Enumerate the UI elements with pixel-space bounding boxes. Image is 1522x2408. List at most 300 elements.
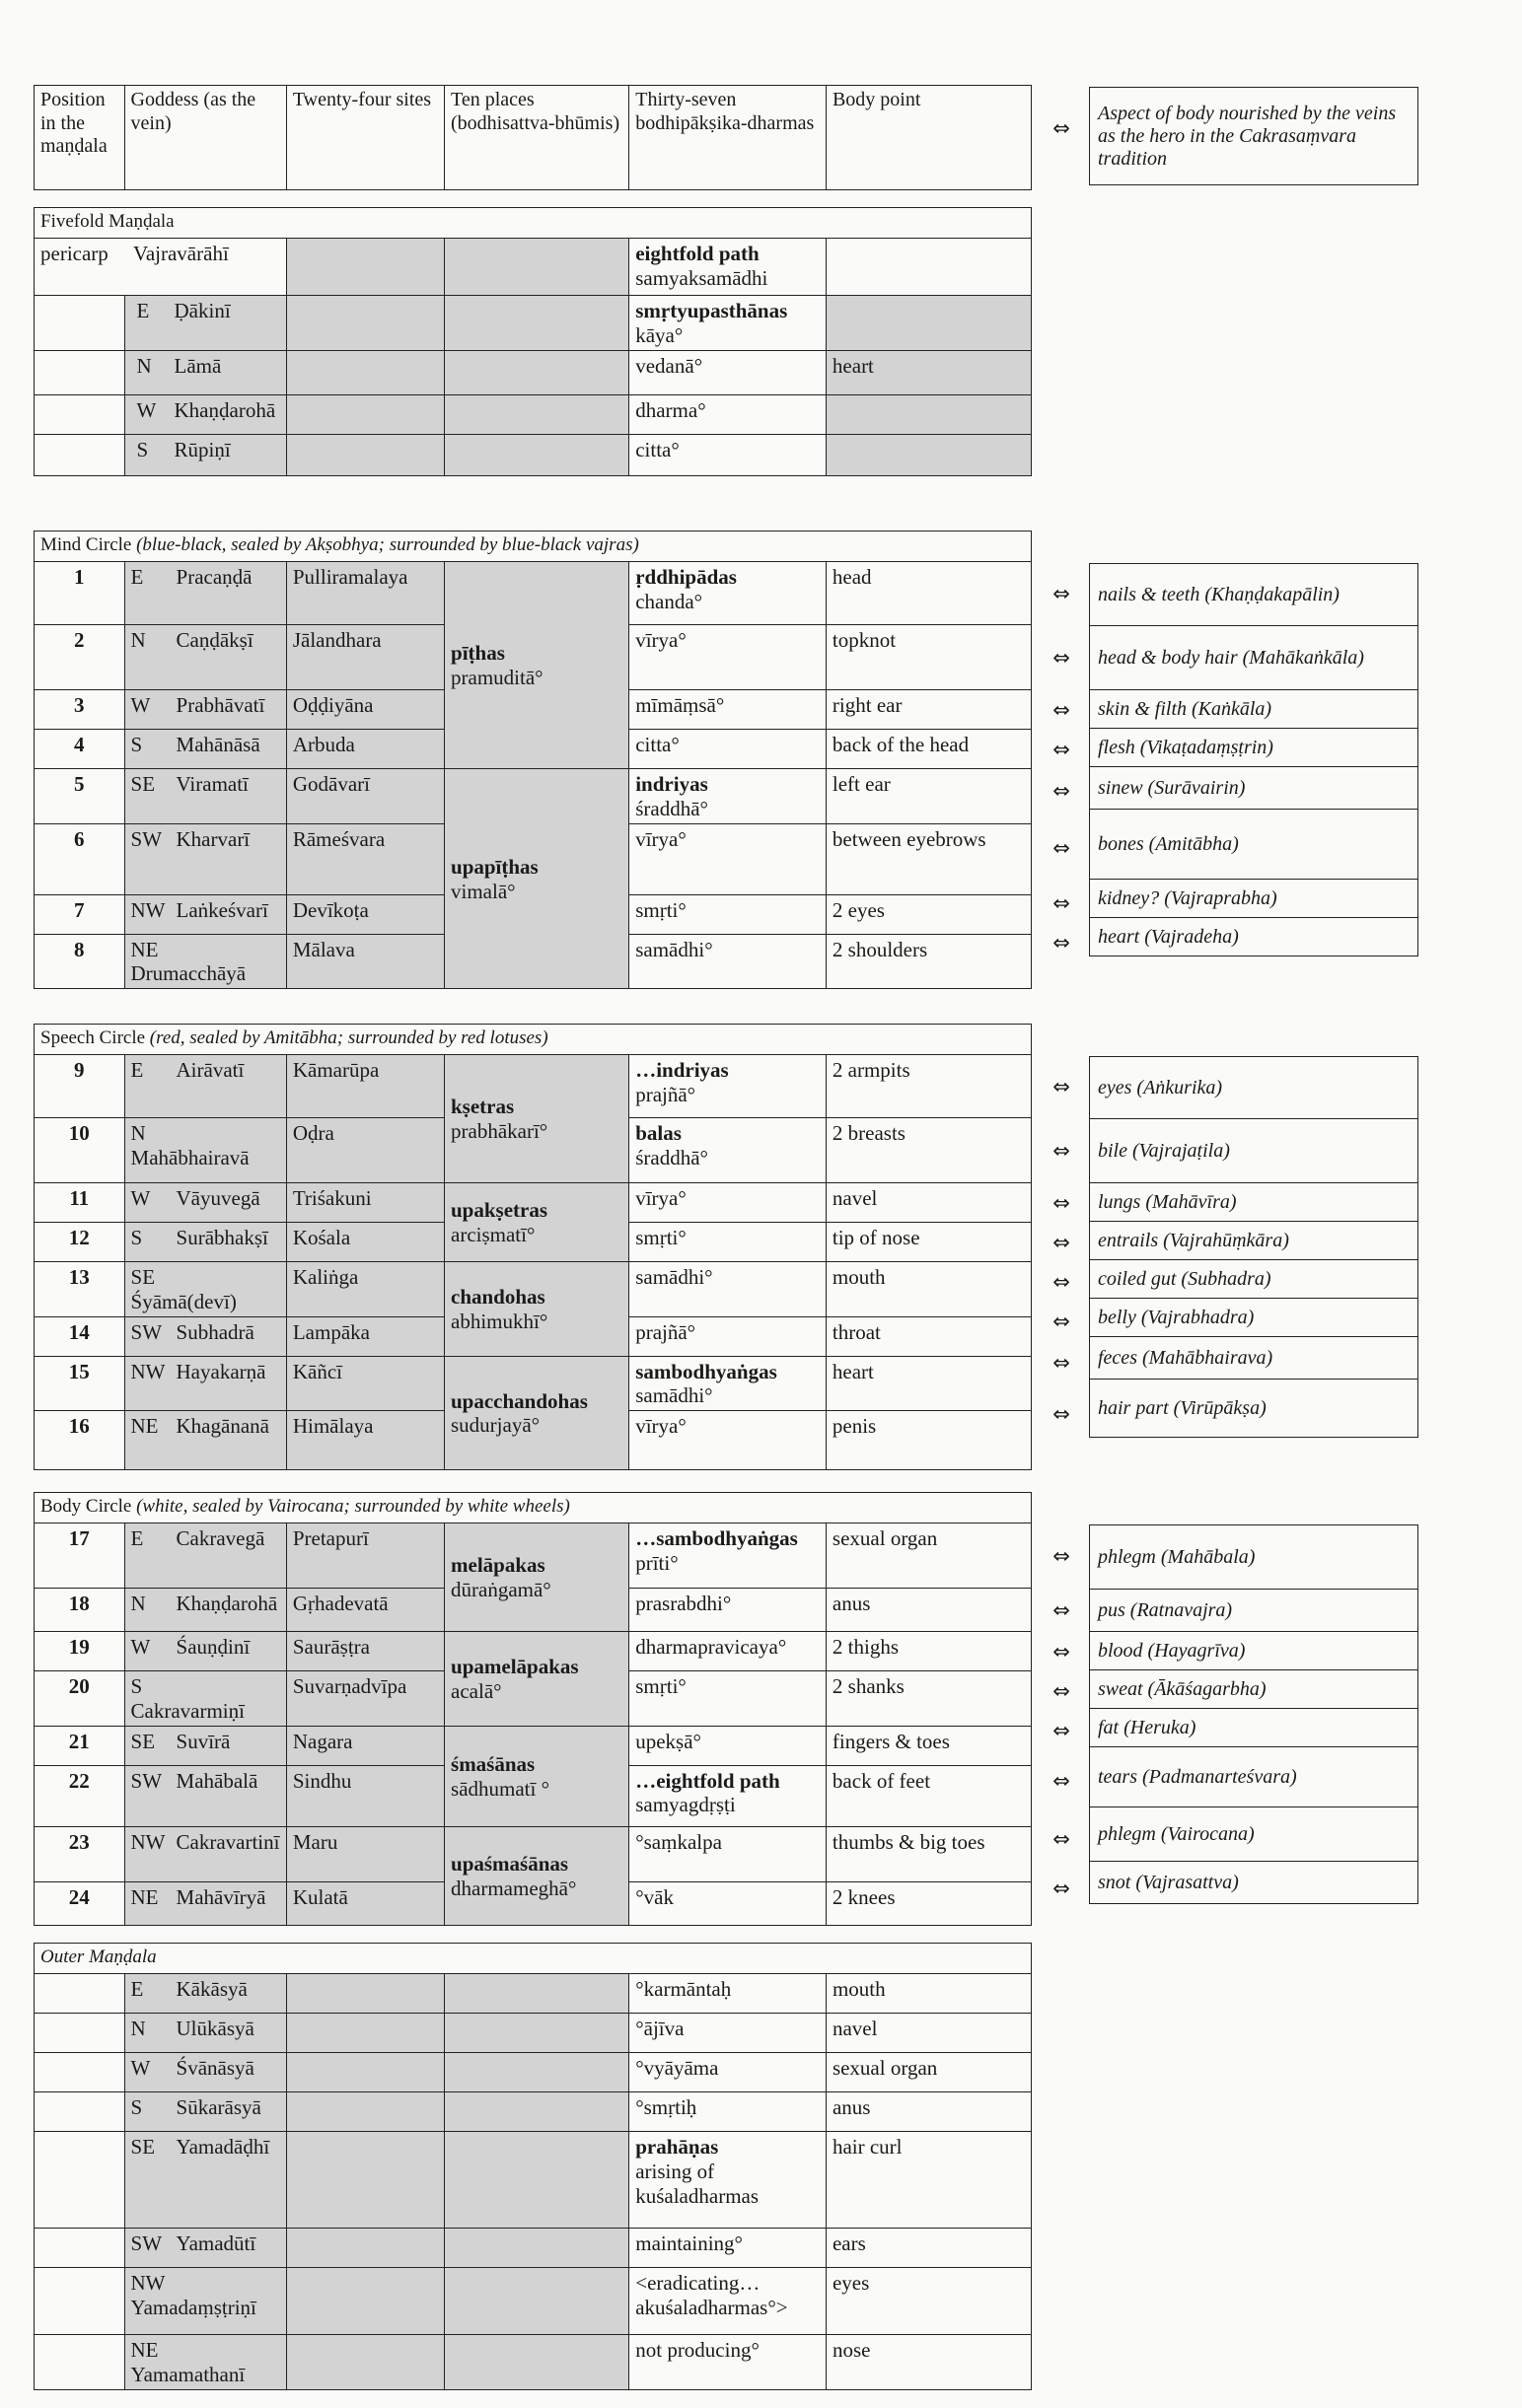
table-row [35, 769, 1032, 824]
table-row [35, 239, 1032, 296]
section-subtitle: (red, sealed by Amitābha; surrounded by red lotuses) [149, 1027, 548, 1048]
equivalence-arrow-icon: ⇔ [1052, 931, 1070, 955]
goddess-name: Suvīrā [176, 1729, 231, 1753]
aspect-cell: coiled gut (Subhadra) [1090, 1260, 1418, 1299]
table-row [35, 2053, 1032, 2092]
equivalence-arrow-icon: ⇔ [1052, 1402, 1070, 1426]
bhumi-name: dharmameghā° [451, 1876, 577, 1900]
position-number: 6 [35, 823, 125, 894]
table-row [35, 2014, 1032, 2053]
aspect-row [1090, 1709, 1418, 1747]
goddess-name: Rūpiṇī [174, 437, 231, 461]
section-title: Fivefold Maṇḍala [35, 208, 1032, 239]
aspect-cell: fat (Heruka) [1090, 1709, 1418, 1747]
aspect-row [1090, 564, 1418, 626]
dharma-name: samādhi° [635, 1265, 713, 1289]
equivalence-arrow-icon: ⇔ [1052, 891, 1070, 915]
place-cell [445, 1055, 629, 1183]
goddess-name: Śvānāsyā [176, 2056, 254, 2080]
section-subtitle: (white, sealed by Vairocana; surrounded by white wheels) [136, 1496, 570, 1517]
site-cell [286, 2229, 444, 2268]
body-point-cell: 2 armpits [826, 1055, 1031, 1118]
goddess-cell [124, 934, 286, 989]
aspect-row [1090, 690, 1418, 729]
site-cell [286, 2014, 444, 2053]
body-point-cell: thumbs & big toes [826, 1826, 1031, 1881]
site-cell: Suvarṇadvīpa [286, 1671, 444, 1727]
bhumi-name: abhimukhī° [451, 1309, 548, 1333]
dharma-name: samādhi° [635, 937, 713, 961]
equivalence-arrow-icon: ⇔ [1052, 1231, 1070, 1254]
direction-label: NW [130, 897, 166, 922]
goddess-name: Yamadaṃṣṭriṇī [130, 2295, 256, 2319]
position-number: 9 [35, 1055, 125, 1118]
dharma-name: samyaksamādhi [635, 265, 768, 290]
dharma-cell [629, 296, 827, 351]
direction-label: W [130, 693, 151, 717]
aspect-row [1090, 1260, 1418, 1299]
goddess-cell [124, 894, 286, 934]
goddess-name: Surābhakṣī [176, 1226, 268, 1249]
mind-table [34, 531, 1032, 989]
body-point-cell: eyes [826, 2268, 1031, 2335]
goddess-cell [124, 2229, 286, 2268]
bhumi-name: acalā° [451, 1678, 502, 1703]
bhumi-name: vimalā° [451, 879, 516, 903]
place-group: śmaśānas [451, 1751, 536, 1776]
dharma-cell [629, 1523, 827, 1589]
aspect-row [1090, 918, 1418, 956]
position-number: 13 [35, 1262, 125, 1317]
direction-label: SE [130, 2135, 156, 2159]
goddess-cell [124, 1974, 286, 2014]
dharma-cell [629, 894, 827, 934]
place-cell [445, 562, 629, 769]
aspect-row [1090, 767, 1418, 810]
body-point-cell: 2 shanks [826, 1671, 1031, 1727]
bhumi-name: sudurjayā° [451, 1413, 541, 1438]
position-number: 21 [35, 1726, 125, 1765]
aspect-cell: heart (Vajradeha) [1090, 918, 1418, 956]
aspect-row [1090, 1525, 1418, 1590]
goddess-cell [124, 1055, 286, 1118]
position-number: 19 [35, 1632, 125, 1671]
dharma-cell [629, 2335, 827, 2390]
place-cell [445, 1826, 629, 1925]
position-number: 18 [35, 1589, 125, 1632]
position-number: 11 [35, 1183, 125, 1223]
direction-label: NE [130, 2338, 159, 2362]
dharma-cell [629, 1183, 827, 1223]
position-number: 12 [35, 1223, 125, 1262]
dharma-name: mīmāṃsā° [635, 693, 725, 717]
aspect-cell: kidney? (Vajraprabha) [1090, 880, 1418, 918]
position-number: 8 [35, 934, 125, 989]
equivalence-arrow-icon: ⇔ [1052, 1351, 1070, 1375]
dharma-name: <eradicating… akuśaladharmas°> [635, 2271, 788, 2319]
site-cell: Kāmarūpa [286, 1055, 444, 1118]
dharma-cell [629, 1262, 827, 1317]
goddess-cell [124, 350, 286, 394]
site-cell: Kaliṅga [286, 1262, 444, 1317]
aspect-row [1090, 1862, 1418, 1904]
direction-label: E [130, 1977, 144, 2001]
aspect-cell: skin & filth (Kaṅkāla) [1090, 690, 1418, 729]
site-cell [286, 296, 444, 351]
dharma-cell [629, 2092, 827, 2132]
direction-label: S [130, 1226, 143, 1249]
body-point-cell: 2 eyes [826, 894, 1031, 934]
goddess-name: Yamamathanī [130, 2362, 246, 2386]
table-row [35, 2229, 1032, 2268]
dharma-name: °ājīva [635, 2017, 685, 2040]
direction-label: SW [130, 2231, 163, 2255]
place-group: upapīṭhas [451, 854, 539, 879]
body-point-cell: ears [826, 2229, 1031, 2268]
site-cell: Kulatā [286, 1881, 444, 1925]
goddess-cell [124, 2335, 286, 2390]
direction-label: SE [130, 1265, 156, 1289]
site-cell: Maru [286, 1826, 444, 1881]
direction-label: NE [130, 1884, 159, 1909]
dharma-group: …eightfold path [635, 1768, 780, 1793]
aspect-cell: lungs (Mahāvīra) [1090, 1183, 1418, 1222]
position-number: 17 [35, 1523, 125, 1589]
site-cell: Saurāṣṭra [286, 1632, 444, 1671]
bhumi-name: pramuditā° [451, 666, 544, 689]
place-cell [445, 2132, 629, 2229]
dharma-name: smṛti° [635, 1674, 687, 1698]
goddess-cell [124, 1881, 286, 1925]
goddess-cell [124, 625, 286, 690]
aspect-row [1090, 1299, 1418, 1337]
pericarp-label: pericarp [40, 242, 109, 265]
equivalence-arrow-icon: ⇔ [1052, 1640, 1070, 1664]
goddess-cell [124, 1183, 286, 1223]
dharma-cell [629, 1118, 827, 1183]
position-number: 4 [35, 730, 125, 769]
body-point-cell [826, 394, 1031, 434]
header-row [35, 86, 1032, 190]
place-cell [445, 394, 629, 434]
goddess-cell [124, 2092, 286, 2132]
equivalence-arrow-icon: ⇔ [1052, 698, 1070, 722]
site-cell: Rāmeśvara [286, 823, 444, 894]
position-number: 22 [35, 1765, 125, 1826]
direction-label: NW [130, 1359, 166, 1383]
goddess-name: Caṇḍākṣī [176, 628, 254, 652]
equivalence-arrow-icon: ⇔ [1052, 1191, 1070, 1215]
dharma-name: citta° [635, 437, 680, 461]
goddess-name: Airāvatī [176, 1058, 245, 1082]
equivalence-arrow-icon: ⇔ [1052, 836, 1070, 860]
position-cell [35, 2132, 125, 2229]
dharma-name: dharma° [635, 397, 706, 422]
position-cell [35, 296, 125, 351]
place-cell [445, 2092, 629, 2132]
direction-label: SW [130, 1319, 163, 1344]
place-cell [445, 769, 629, 989]
dharma-name: samādhi° [635, 1383, 713, 1408]
header-goddess: Goddess (as the vein) [124, 86, 286, 190]
outer-mandala-table [34, 1943, 1032, 2390]
place-group: pīṭhas [451, 641, 505, 666]
direction-label: SE [130, 1729, 156, 1753]
aspect-cell: phlegm (Vairocana) [1090, 1807, 1418, 1862]
mind-aspect-table [1089, 563, 1418, 956]
aspect-cell: bones (Amitābha) [1090, 810, 1418, 880]
aspect-cell: feces (Mahābhairava) [1090, 1337, 1418, 1380]
position-cell [35, 2053, 125, 2092]
direction-label: E [130, 565, 144, 589]
aspect-row [1090, 1590, 1418, 1632]
table-row [35, 1183, 1032, 1223]
dharma-group: smṛtyupasthānas [635, 299, 788, 322]
bhumi-name: dūraṅgamā° [451, 1578, 551, 1601]
dharma-group: sambodhyaṅgas [635, 1359, 777, 1383]
aspect-cell: entrails (Vajrahūṃkāra) [1090, 1222, 1418, 1260]
site-cell [286, 350, 444, 394]
goddess-name: Mahānāsā [176, 733, 260, 756]
site-cell: Kośala [286, 1223, 444, 1262]
goddess-cell [124, 1589, 286, 1632]
place-cell [445, 2229, 629, 2268]
dharma-cell [629, 1826, 827, 1881]
site-cell [286, 394, 444, 434]
dharma-cell [629, 769, 827, 824]
goddess-cell [124, 769, 286, 824]
goddess-name: Mahābhairavā [130, 1145, 250, 1169]
speech-aspect-table [1089, 1056, 1418, 1438]
goddess-cell [124, 2014, 286, 2053]
position-number: 2 [35, 625, 125, 690]
direction-label: N [130, 2017, 146, 2040]
place-cell [445, 1183, 629, 1262]
goddess-name: Laṅkeśvarī [176, 897, 268, 922]
table-row [35, 394, 1032, 434]
dharma-cell [629, 823, 827, 894]
position-number: 3 [35, 690, 125, 730]
dharma-cell [629, 1223, 827, 1262]
body-point-cell: anus [826, 2092, 1031, 2132]
position-cell [35, 2268, 125, 2335]
dharma-group: …indriyas [635, 1058, 729, 1082]
dharma-cell [629, 1765, 827, 1826]
speech-table [34, 1024, 1032, 1470]
goddess-cell [124, 562, 286, 625]
body-point-cell: nose [826, 2335, 1031, 2390]
direction-label: SW [130, 826, 163, 851]
dharma-cell [629, 1726, 827, 1765]
goddess-cell [124, 1356, 286, 1411]
goddess-name: Śyāmā(devī) [130, 1289, 237, 1313]
direction-label: N [130, 628, 146, 652]
section-title-row [35, 1944, 1032, 1974]
goddess-name: Cakravartinī [176, 1829, 280, 1854]
site-cell: Jālandhara [286, 625, 444, 690]
body-point-cell: fingers & toes [826, 1726, 1031, 1765]
position-number: 16 [35, 1411, 125, 1470]
position-cell [35, 2014, 125, 2053]
body-point-cell: throat [826, 1316, 1031, 1356]
table-row [35, 1974, 1032, 2014]
aspect-cell: phlegm (Mahābala) [1090, 1525, 1418, 1590]
dharma-cell [629, 562, 827, 625]
dharma-cell [629, 2132, 827, 2229]
dharma-name: prasrabdhi° [635, 1592, 732, 1615]
site-cell [286, 2335, 444, 2390]
table-row [35, 1523, 1032, 1589]
dharma-name: samyagdṛṣṭi [635, 1793, 736, 1817]
dharma-name: dharmapravicaya° [635, 1635, 787, 1659]
dharma-name: prīti° [635, 1550, 679, 1575]
equivalence-arrow-icon: ⇔ [1052, 1075, 1070, 1098]
goddess-cell [124, 730, 286, 769]
place-cell [445, 239, 629, 296]
body-point-cell: topknot [826, 625, 1031, 690]
aspect-row [1090, 1222, 1418, 1260]
dharma-name: vīrya° [635, 826, 687, 851]
table-row [35, 2132, 1032, 2229]
goddess-cell [124, 1262, 286, 1317]
goddess-name: Viramatī [176, 772, 249, 796]
aspect-cell: belly (Vajrabhadra) [1090, 1299, 1418, 1337]
site-cell: Gṛhadevatā [286, 1589, 444, 1632]
goddess-name: Khagānanā [176, 1414, 269, 1439]
direction-label: W [130, 1635, 151, 1659]
dharma-cell [629, 625, 827, 690]
table-row [35, 2268, 1032, 2335]
equivalence-arrow-icon: ⇔ [1052, 1827, 1070, 1851]
goddess-name: Kākāsyā [176, 1977, 248, 2001]
body-point-cell: heart [826, 1356, 1031, 1411]
dharma-cell [629, 2229, 827, 2268]
position-number: 24 [35, 1881, 125, 1925]
header-position: Position in the maṇḍala [35, 86, 125, 190]
body-point-cell: navel [826, 1183, 1031, 1223]
aspect-cell: eyes (Aṅkurika) [1090, 1057, 1418, 1119]
goddess-cell [124, 1523, 286, 1589]
site-cell: Pulliramalaya [286, 562, 444, 625]
section-title [35, 1025, 1032, 1055]
site-cell: Oḍḍiyāna [286, 690, 444, 730]
bhumi-name: prabhākarī° [451, 1119, 548, 1143]
goddess-name: Mahāvīryā [176, 1884, 266, 1909]
site-cell: Godāvarī [286, 769, 444, 824]
goddess-name: Cakravarmiṇī [130, 1698, 245, 1723]
direction-label: S [130, 2095, 143, 2119]
place-group: upaśmaśānas [451, 1851, 569, 1876]
header-dharmas: Thirty-seven bodhipākṣika-dharmas [629, 86, 827, 190]
place-cell [445, 296, 629, 351]
table-row [35, 2335, 1032, 2390]
direction-label: S [130, 733, 143, 756]
body-circle-table [34, 1492, 1032, 1926]
position-cell [35, 1974, 125, 2014]
position-cell [35, 239, 287, 296]
direction-label: E [130, 1526, 144, 1550]
section-title [35, 531, 1032, 562]
position-cell [35, 2335, 125, 2390]
dharma-group: prahāṇas [635, 2135, 719, 2159]
place-cell [445, 1726, 629, 1826]
place-cell [445, 2014, 629, 2053]
body-point-cell: tip of nose [826, 1223, 1031, 1262]
dharma-name: vīrya° [635, 1186, 687, 1210]
goddess-name: Drumacchāyā [130, 961, 247, 986]
direction-label: E [136, 299, 150, 322]
place-cell [445, 350, 629, 394]
section-title [35, 1944, 1032, 1974]
position-number: 5 [35, 769, 125, 824]
dharma-cell [629, 394, 827, 434]
place-group: upamelāpakas [451, 1655, 579, 1678]
direction-label: N [130, 1592, 146, 1615]
aspect-cell: sweat (Ākāśagarbha) [1090, 1670, 1418, 1709]
table-row [35, 1356, 1032, 1411]
direction-label: W [130, 2056, 151, 2080]
position-number: 1 [35, 562, 125, 625]
position-cell [35, 394, 125, 434]
direction-label: W [136, 397, 157, 422]
goddess-name: Vajravārāhī [133, 242, 229, 265]
equivalence-arrow-icon: ⇔ [1052, 646, 1070, 670]
dharma-cell [629, 350, 827, 394]
section-title [35, 1493, 1032, 1523]
goddess-cell [124, 1671, 286, 1727]
body-point-cell: hair curl [826, 2132, 1031, 2229]
place-cell [445, 1523, 629, 1632]
place-group: upakṣetras [451, 1198, 548, 1223]
goddess-cell [124, 1765, 286, 1826]
place-group: upacchandohas [451, 1388, 588, 1413]
position-cell [35, 434, 125, 475]
fivefold-mandala-table [34, 207, 1032, 476]
site-cell [286, 434, 444, 475]
aspect-cell: nails & teeth (Khaṇḍakapālin) [1090, 564, 1418, 626]
aspect-row [1090, 1632, 1418, 1670]
position-cell [35, 2229, 125, 2268]
aspect-cell: pus (Ratnavajra) [1090, 1590, 1418, 1632]
dharma-name: not producing° [635, 2338, 760, 2362]
direction-label: E [130, 1058, 144, 1082]
dharma-cell [629, 690, 827, 730]
body-point-cell: heart [826, 350, 1031, 394]
site-cell [286, 2053, 444, 2092]
goddess-cell [124, 394, 286, 434]
aspect-header-table [1089, 87, 1418, 185]
site-cell: Lampāka [286, 1316, 444, 1356]
table-row [35, 1632, 1032, 1671]
place-cell [445, 2268, 629, 2335]
position-number: 15 [35, 1356, 125, 1411]
goddess-cell [124, 1411, 286, 1470]
aspect-cell: tears (Padmanarteśvara) [1090, 1747, 1418, 1807]
goddess-name: Vāyuvegā [176, 1186, 260, 1210]
aspect-row [1090, 1807, 1418, 1862]
aspect-row [1090, 1747, 1418, 1807]
goddess-name: Sūkarāsyā [176, 2095, 261, 2119]
goddess-name: Khaṇḍarohā [174, 397, 276, 422]
goddess-cell [124, 1826, 286, 1881]
dharma-name: °vyāyāma [635, 2056, 719, 2080]
body-point-cell: sexual organ [826, 2053, 1031, 2092]
dharma-name: vīrya° [635, 1414, 687, 1439]
place-group: chandohas [451, 1285, 545, 1309]
body-point-cell: 2 thighs [826, 1632, 1031, 1671]
body-point-cell [826, 296, 1031, 351]
goddess-name: Prabhāvatī [176, 693, 265, 717]
